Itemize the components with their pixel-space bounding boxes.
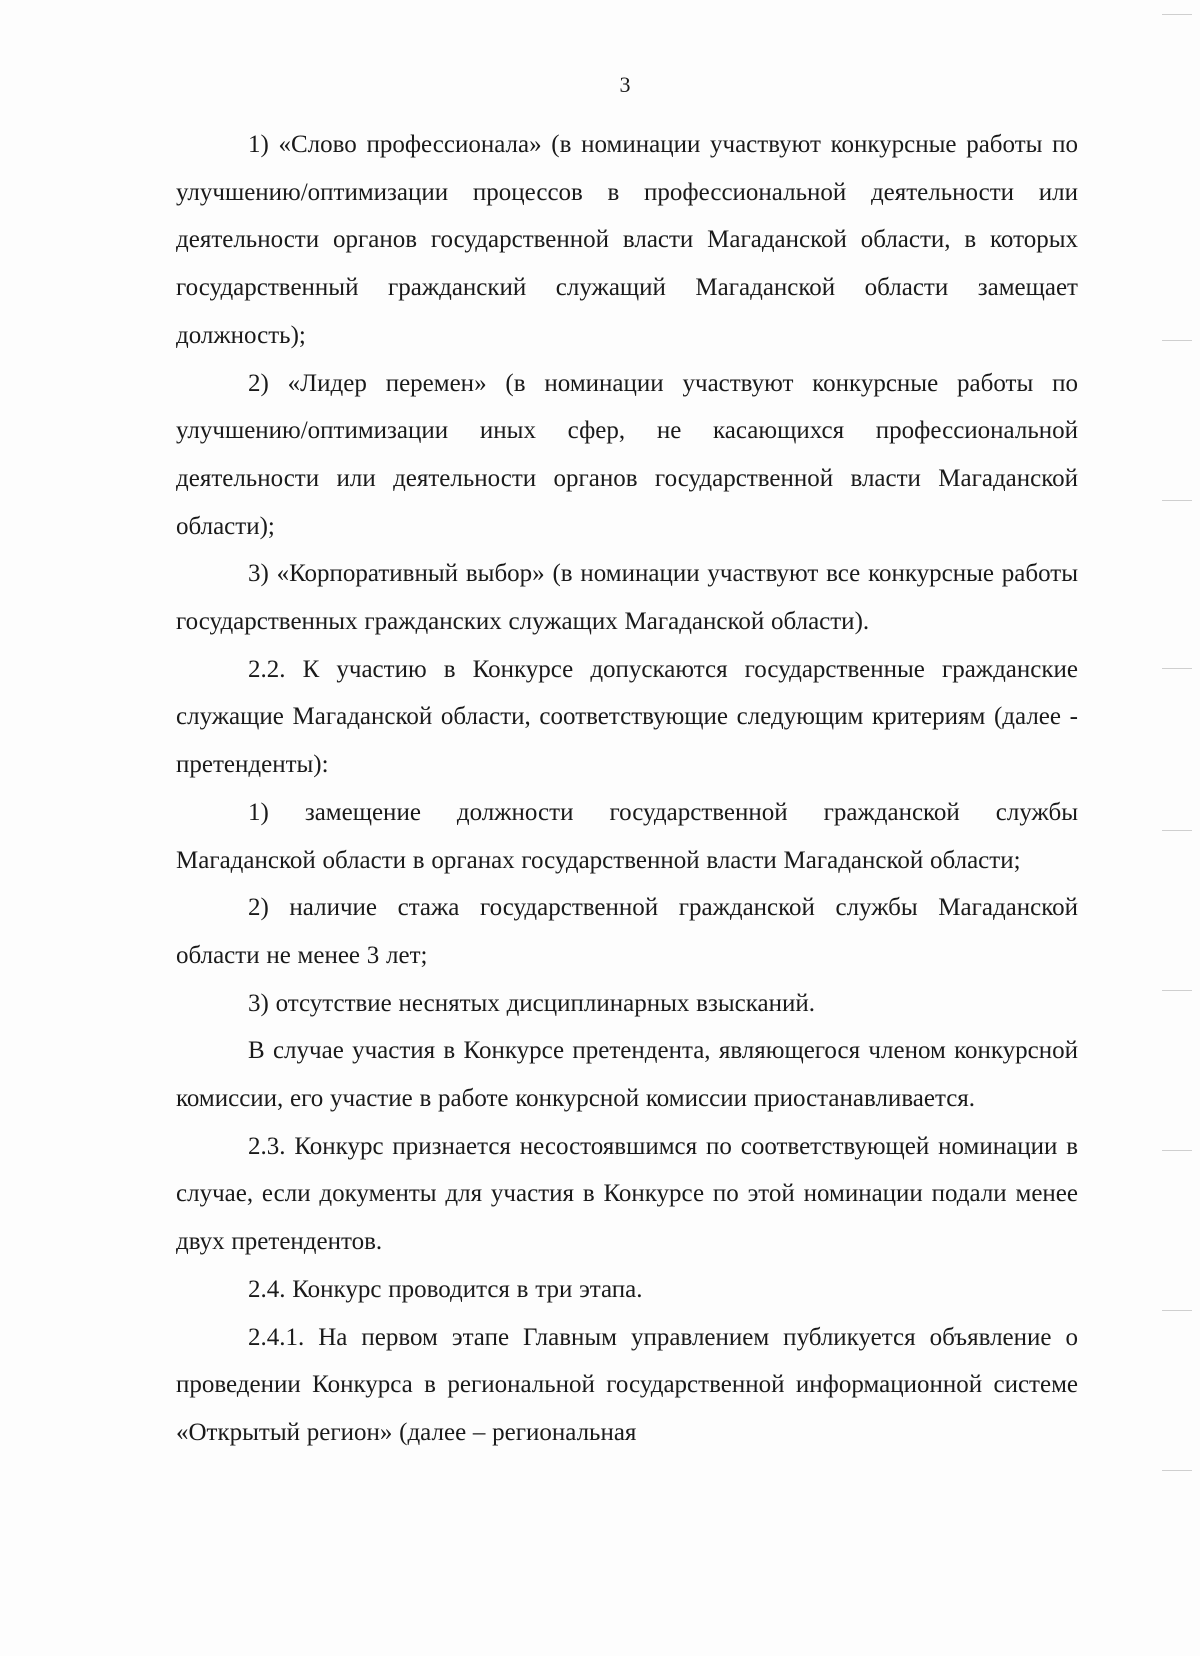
scan-mark [1162,1150,1192,1151]
paragraph-criterion-2: 2) наличие стажа государственной гражданской службы Магаданской области не менее 3 лет; [176,894,1078,969]
paragraph-section-2-3: 2.3. Конкурс признается несостоявшимся по соответствующей номинации в случае, если документы для участия в Конкурсе по этой номинации подали менее двух претендентов. [176,1132,1078,1256]
paragraph-section-2-2: 2.2. К участию в Конкурсе допускаются государственные гражданские служащие Магаданской области, соответствующие следующим критериям (далее - претенденты): [176,655,1078,779]
paragraph-nomination-2: 2) «Лидер перемен» (в номинации участвуют конкурсные работы по улучшению/оптимизации иных сфер, не касающихся профессиональной деятельности или деятельности органов государственной власти Магаданской области); [176,369,1078,540]
scan-mark [1162,500,1192,501]
page-number: 3 [619,72,631,97]
scan-mark [1162,668,1192,669]
scan-mark [1162,990,1192,991]
scan-mark [1162,1310,1192,1311]
document-body [176,121,1078,1457]
paragraph-commission-member: В случае участия в Конкурсе претендента, являющегося членом конкурсной комиссии, его участие в работе конкурсной комиссии приостанавливается. [176,1037,1078,1113]
scan-mark [1162,14,1192,15]
paragraph-section-2-4-1: 2.4.1. На первом этапе Главным управлением публикуется объявление о проведении Конкурса в региональной государственной информационной системе «Открытый регион» (далее – региональная [176,1323,1078,1446]
scan-mark [1162,1470,1192,1471]
scan-mark [1162,340,1192,341]
paragraph-criterion-3: 3) отсутствие неснятых дисциплинарных взысканий. [248,989,815,1017]
paragraph-criterion-1: 1) замещение должности государственной гражданской службы Магаданской области в органах государственной власти Магаданской области; [176,798,1078,874]
scan-mark [1162,830,1192,831]
paragraph-nomination-3: 3) «Корпоративный выбор» (в номинации участвуют все конкурсные работы государственных гражданских служащих Магаданской области). [176,560,1078,636]
paragraph-nomination-1: 1) «Слово профессионала» (в номинации участвуют конкурсные работы по улучшению/оптимизации процессов в профессиональной деятельности или деятельности органов государственной власти Магаданской области, в которых государственный гражданский служащий Магаданской области замещает должность); [176,131,1078,349]
paragraph-section-2-4: 2.4. Конкурс проводится в три этапа. [248,1275,643,1303]
